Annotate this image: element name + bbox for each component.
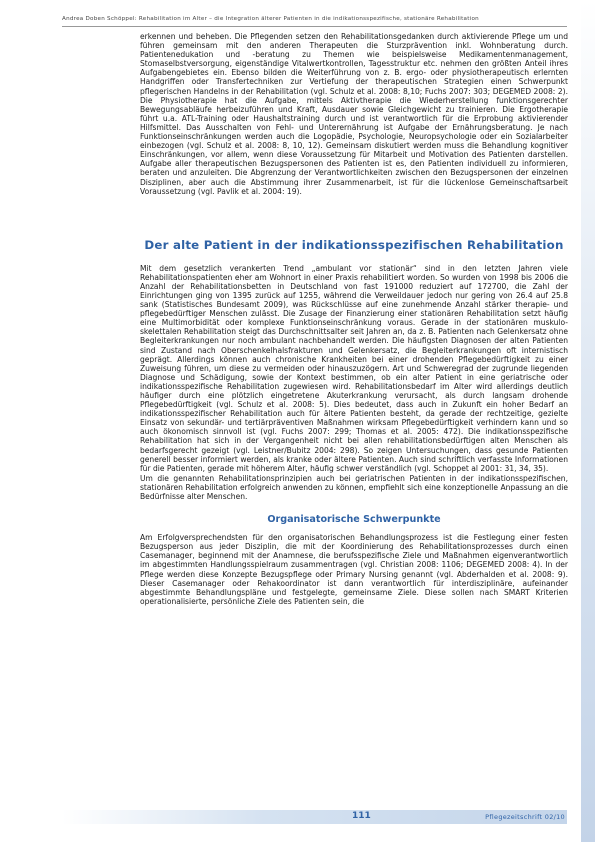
page-number: 111 — [352, 811, 371, 821]
intro-paragraph: erkennen und beheben. Die Pflegenden setzen den Rehabilitationsgedanken durch aktivierende Pflege um und führen gemeinsam mit den anderen Therapeuten die Sturzprävention inkl. Wohnberatung durch. Patientenedukation und -beratung zu Themen wie beispielsweise Medikamentenmanagement, Stomaselbstversorgung, eigenständige Vitalwertkontrollen, Tagesstruktur etc. nehmen den größten Anteil ihres Aufgabengebietes ein. Ebenso bilden die Weiterführung von z. B. ergo- oder physiotherapeutisch erlernten Handgriffen oder Transfertechniken zur Vertiefung der therapeutischen Strategien einen Schwerpunkt pflegerischen Handelns in der Rehabilitation (vgl. Schulz et al. 2008: 8,10; Fuchs 2007: 303; DEGEMED 2008: 2). Die Physiotherapie hat die Aufgabe, mittels Aktivtherapie die Wiederherstellung funktionsgerechter Bewegungsabläufe herbeizuführen und Kraft, Ausdauer sowie Gleichgewicht zu trainieren. Die Ergotherapie führt u.a. ATL-Training oder Haushaltstraining durch und ist verantwortlich für die Erprobung aktivierender Hilfsmittel. Das Ausschalten von Fehl- und Unterernährung ist Aufgabe der Ernährungsberatung. Je nach Funktionseinschränkungen werden auch die Logopädie, Psychologie, Neuropsychologie oder ein Sozialarbeiter einbezogen (vgl. Schulz et al. 2008: 8, 10, 12). Gemeinsam diskutiert werden muss die Behandlung kognitiver Einschränkungen, vor allem, wenn diese Voraussetzung für Mitarbeit und Motivation des Patienten darstellen. Aufgabe aller therapeutischen Bezugspersonen des Patienten ist es, den Patienten individuell zu informieren, beraten und anzuleiten. Die Abgrenzung der Verantwortlichkeiten zwischen den Bezugspersonen der einzelnen Disziplinen, aber auch die Abstimmung ihrer Zusammenarbeit, ist für die lückenlose Gemeinschaftsarbeit Voraussetzung (vgl. Pavlik et al. 2004: 19). — [140, 32, 568, 196]
subsection-paragraph: Am Erfolgversprechendsten für den organisatorischen Behandlungsprozess ist die Festlegung einer festen Bezugsperson aus jeder Disziplin, die mit der Koordinierung des Rehabilitationsprozesses durch einen Casemanager, beginnend mit der Anamnese, die berufsspezifische Ziele und Maßnahmen eigenverantwortlich im abgestimmten Handlungsspielraum zusammentragen (vgl. Christian 2008: 1106; DEGEMED 2008: 4). In der Pflege werden diese Konzepte Bezugspflege oder Primary Nursing genannt (vgl. Abderhalden et al. 2008: 9). Dieser Casemanager oder Rehakoordinator ist dann verantwortlich für interdisziplinäre, aufeinander abgestimmte Behandlungspläne und festgelegte, gemeinsame Ziele. Diese sollen nach SMART Kriterien operationalisierte, persönliche Ziele des Patienten sein, die — [140, 533, 568, 606]
running-head: Andrea Doben Schöppel: Rehabilitation im Alter – die Integration älterer Patienten in die indikationsspezifische, stationäre Rehabilitation — [62, 16, 479, 22]
decorative-side-strip — [581, 0, 595, 842]
journal-name: Pflegezeitschrift 02/10 — [485, 813, 565, 821]
section-paragraph-2: Um die genannten Rehabilitationsprinzipien auch bei geriatrischen Patienten in der indikationsspezifischen, stationären Rehabilitation erfolgreich anwenden zu können, empfiehlt sich eine konzeptionelle Anpassung an die Bedürfnisse alter Menschen. — [140, 473, 568, 502]
section-heading: Der alte Patient in der indikationsspezifischen Rehabilitation — [144, 237, 564, 252]
section-paragraph-1: Mit dem gesetzlich verankerten Trend „ambulant vor stationär“ sind in den letzten Jahren viele Rehabilitationspatienten eher am Wohnort in einer Praxis rehabilitiert worden. So wurden von 1998 bis 2006 die Anzahl der Rehabilitationsbetten in Deutschland von fast 191000 reduziert auf 172700, die Zahl der Einrichtungen ging von 1395 zurück auf 1255, während die Verweildauer jedoch nur gering von 26.4 auf 25.8 sank (Statistisches Bundesamt 2009), was Rückschlüsse auf eine zunehmende Anzahl stärker therapie- und pflegebedürftiger Menschen zulässt. Die Zusage der Finanzierung einer stationären Rehabilitation setzt häufig eine Multimorbidität oder komplexe Funktionseinschränkung voraus. Gerade in der stationären muskulo-skelettalen Rehabilitation steigt das Durchschnittsalter seit Jahren an, da z. B. Patienten nach Gelenkersatz ohne Begleiterkrankungen nur noch ambulant nachbehandelt werden. Die häufigsten Diagnosen der alten Patienten sind Zustand nach Oberschenkelhalsfrakturen und Gelenkersatz, die Begleiterkrankungen oft internistisch geprägt. Allerdings können auch chronische Krankheiten bei einer drohenden Pflegebedürftigkeit zu einer Zuweisung führen, um diese zu vermeiden oder hinauszuzögern. Art und Schweregrad der zugrunde liegenden Diagnose und Schädigung, sowie der Kontext bestimmen, ob ein alter Patient in eine geriatrische oder indikationsspezifische Rehabilitation zugewiesen wird. Rehabilitationsbedarf im Alter wird allerdings deutlich häufiger durch eine plötzlich eingetretene Akuterkrankung verursacht, als durch langsam drohende Pflegebedürftigkeit (vgl. Schulz et al. 2008: 5). Dies bedeutet, dass auch in Zukunft ein hoher Bedarf an indikationsspezifischer Rehabilitation auch für ältere Patienten besteht, da gerade der rechtzeitige, gezielte Einsatz von sekundär- und tertiärpräventiven Maßnahmen wirksam Pflegebedürftigkeit verhindern kann und so auch ökonomisch sinnvoll ist (vgl. Fuchs 2007: 299; Thomas et al. 2005: 472). Die indikationsspezifische Rehabilitation hat sich in der Vergangenheit nicht bei allen rehabilitationsbedürftigen alten Menschen als bedarfsgerecht gezeigt (vgl. Leistner/Bubitz 2004: 298). So zeigen Untersuchungen, dass gesunde Patienten generell besser informiert werden, als kranke oder ältere Patienten. Auch sind schriftlich verfasste Informationen für die Patienten, gerade mit höherem Alter, häufig schwer verständlich (vgl. Schoppet al 2001: 31, 34, 35). — [140, 263, 568, 473]
main-text-column — [140, 32, 568, 606]
subsection-heading: Organisatorische Schwerpunkte — [267, 514, 441, 526]
header-divider — [62, 26, 567, 27]
